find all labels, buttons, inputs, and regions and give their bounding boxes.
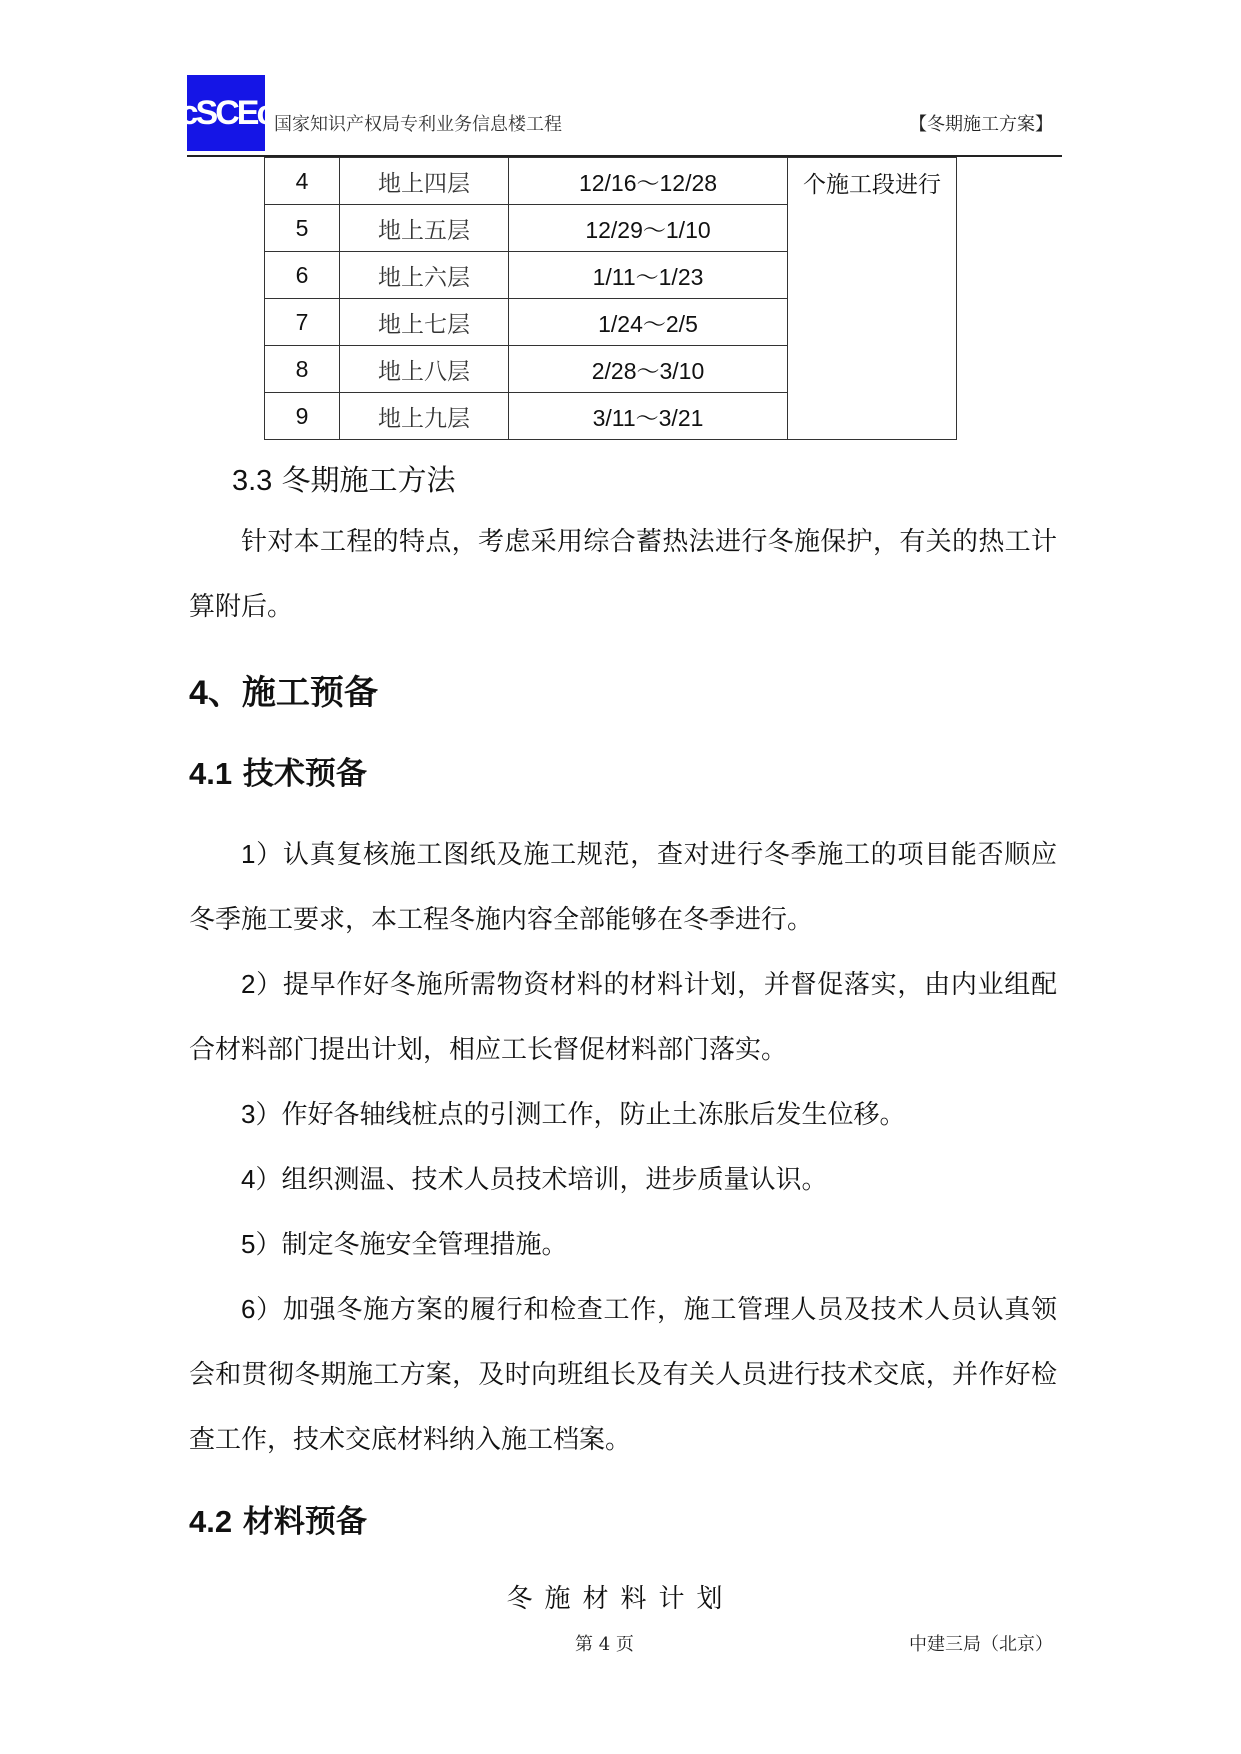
row-dates: 12/16～12/28: [509, 158, 788, 205]
item-text: ）认真复核施工图纸及施工规范，查对进行冬季施工的项目能否顺应冬季施工要求，本工程冬施内容全部能够在冬季进行。: [189, 840, 1057, 935]
row-number: 5: [265, 205, 340, 252]
row-floor: 地上六层: [340, 252, 509, 299]
row-dates: 12/29～1/10: [509, 205, 788, 252]
row-number: 9: [265, 393, 340, 440]
item-number: 2: [241, 969, 256, 999]
row-number: 6: [265, 252, 340, 299]
row-note: 个施工段进行: [788, 158, 957, 440]
section-3-3-body: 针对本工程的特点，考虑采用综合蓄热法进行冬施保护，有关的热工计算附后。: [189, 527, 1057, 622]
section-4-2-heading: [189, 1496, 367, 1541]
list-item: [189, 1147, 1057, 1213]
row-number: 7: [265, 299, 340, 346]
schedule-table: [264, 157, 957, 440]
item-text: ）提早作好冬施所需物资材料的材料计划，并督促落实，由内业组配合材料部门提出计划，相应工长督促材料部门落实。: [189, 970, 1057, 1065]
item-number: 1: [241, 839, 256, 869]
row-number: 8: [265, 346, 340, 393]
section-title: 材料预备: [242, 1504, 367, 1540]
section-title: 、施工预备: [207, 673, 378, 713]
item-text: ）组织测温、技术人员技术培训，进步质量认识。: [255, 1165, 828, 1195]
list-item: [189, 952, 1057, 1083]
row-dates: 1/24～2/5: [509, 299, 788, 346]
list-item: [189, 1277, 1057, 1473]
item-number: 3: [241, 1099, 256, 1129]
section-3-3-heading: [232, 458, 456, 499]
item-text: ）制定冬施安全管理措施。: [255, 1230, 568, 1260]
section-title: 冬期施工方法: [281, 463, 456, 497]
row-floor: 地上五层: [340, 205, 509, 252]
header-document-label: 【冬期施工方案】: [909, 114, 1053, 135]
logo-text: cSCEc: [179, 94, 273, 132]
item-number: 6: [241, 1294, 256, 1324]
section-number: 4.1: [189, 756, 233, 791]
row-floor: 地上七层: [340, 299, 509, 346]
row-dates: 1/11～1/23: [509, 252, 788, 299]
list-item: [189, 822, 1057, 953]
row-number: 4: [265, 158, 340, 205]
item-number: 5: [241, 1229, 256, 1259]
section-number: 4: [189, 674, 208, 712]
header-project-name: 国家知识产权局专利业务信息楼工程: [274, 114, 562, 135]
row-dates: 2/28～3/10: [509, 346, 788, 393]
row-floor: 地上九层: [340, 393, 509, 440]
row-floor: 地上四层: [340, 158, 509, 205]
section-4-1-heading: [189, 748, 367, 793]
section-number: 4.2: [189, 1504, 233, 1539]
row-dates: 3/11～3/21: [509, 393, 788, 440]
table-row: [265, 158, 957, 205]
item-number: 4: [241, 1164, 256, 1194]
page-number: 第 4 页: [575, 1634, 634, 1655]
row-floor: 地上八层: [340, 346, 509, 393]
item-text: ）作好各轴线桩点的引测工作，防止土冻胀后发生位移。: [255, 1100, 906, 1130]
footer-company: 中建三局（北京）: [909, 1634, 1053, 1655]
list-item: [189, 1212, 1057, 1278]
item-text: ）加强冬施方案的履行和检查工作，施工管理人员及技术人员认真领会和贯彻冬期施工方案，及时向班组长及有关人员进行技术交底，并作好检查工作，技术交底材料纳入施工档案。: [189, 1295, 1057, 1455]
section-title: 技术预备: [242, 756, 367, 792]
company-logo: [179, 75, 273, 151]
list-item: [189, 1082, 1057, 1148]
section-4-heading: [189, 665, 378, 714]
section-number: 3.3: [232, 465, 273, 497]
table-caption: 冬施材料计划: [506, 1584, 735, 1614]
